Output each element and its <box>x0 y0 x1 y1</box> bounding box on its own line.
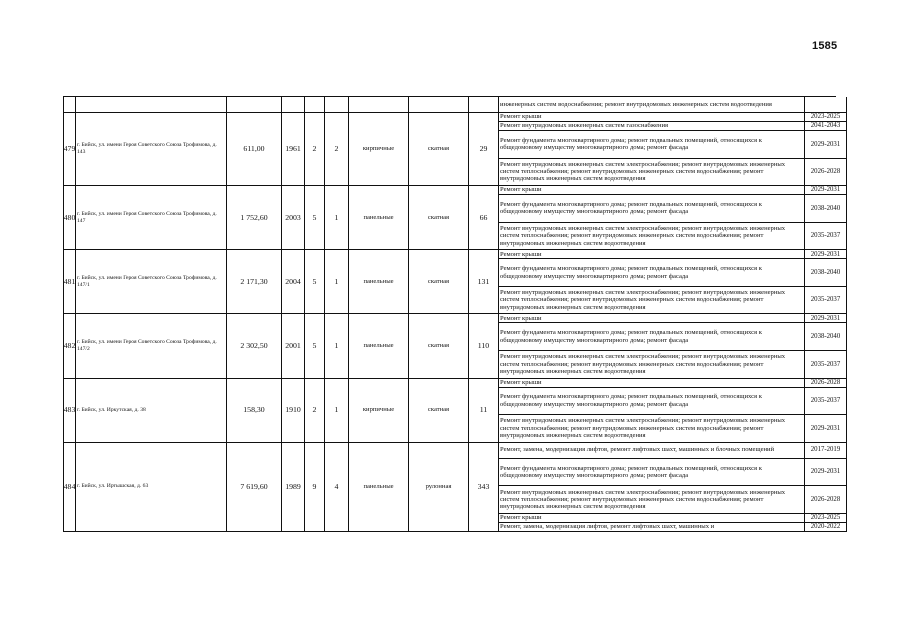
cell-floors <box>305 97 325 113</box>
cell-roof-type <box>409 97 469 113</box>
cell-period: 2026-2028 <box>805 379 847 388</box>
cell-roof-type: скатная <box>409 379 469 443</box>
cell-period <box>805 97 847 113</box>
cell-number: 480 <box>64 186 76 250</box>
cell-work-type: Ремонт крыши <box>499 379 805 388</box>
cell-roof-type: скатная <box>409 186 469 250</box>
cell-entrances: 1 <box>325 314 349 378</box>
cell-address: г. Бийск, ул. имени Героя Советского Союза Трофимова, д. 147/2 <box>76 314 227 378</box>
cell-period: 2029-2031 <box>805 131 847 159</box>
cell-work-type: Ремонт фундамента многоквартирного дома; ремонт подвальных помещений, относящихся к общедомовому имуществу многоквартирного дома; ремонт фасада <box>499 195 805 223</box>
cell-floors: 9 <box>305 443 325 532</box>
cell-floors: 5 <box>305 186 325 250</box>
cell-year: 2001 <box>282 314 305 378</box>
cell-number: 479 <box>64 113 76 186</box>
cell-area <box>227 97 282 113</box>
cell-entrances: 4 <box>325 443 349 532</box>
cell-period: 2029-2031 <box>805 459 847 487</box>
cell-year: 2004 <box>282 250 305 314</box>
cell-area: 2 171,30 <box>227 250 282 314</box>
cell-floors: 2 <box>305 379 325 443</box>
cell-area: 7 619,60 <box>227 443 282 532</box>
cell-entrances: 1 <box>325 186 349 250</box>
cell-apartments: 131 <box>469 250 499 314</box>
cell-number: 483 <box>64 379 76 443</box>
cell-wall-material: панельные <box>349 314 409 378</box>
cell-work-type: Ремонт крыши <box>499 186 805 195</box>
cell-apartments: 29 <box>469 113 499 186</box>
cell-entrances <box>325 97 349 113</box>
cell-period: 2029-2031 <box>805 186 847 195</box>
cell-work-type: Ремонт внутридомовых инженерных систем электроснабжения; ремонт внутридомовых инженерных систем теплоснабжения; ремонт внутридомовых инженерных систем водоснабжения; ремонт внутридомовых инженерных систем водоотведения <box>499 159 805 187</box>
cell-wall-material: панельные <box>349 250 409 314</box>
cell-roof-type: скатная <box>409 250 469 314</box>
cell-work-type: Ремонт крыши <box>499 250 805 259</box>
cell-work-type: Ремонт фундамента многоквартирного дома; ремонт подвальных помещений, относящихся к общедомовому имуществу многоквартирного дома; ремонт фасада <box>499 323 805 351</box>
cell-work-type: Ремонт внутридомовых инженерных систем электроснабжения; ремонт внутридомовых инженерных систем теплоснабжения; ремонт внутридомовых инженерных систем водоснабжения; ремонт внутридомовых инженерных систем водоотведения <box>499 223 805 251</box>
cell-period: 2038-2040 <box>805 323 847 351</box>
cell-apartments: 11 <box>469 379 499 443</box>
repair-schedule-table <box>63 96 841 532</box>
cell-period: 2029-2031 <box>805 250 847 259</box>
cell-area: 1 752,60 <box>227 186 282 250</box>
cell-number: 484 <box>64 443 76 532</box>
cell-address <box>76 97 227 113</box>
cell-period: 2023-2025 <box>805 514 847 523</box>
cell-apartments <box>469 97 499 113</box>
cell-period: 2029-2031 <box>805 314 847 323</box>
cell-work-type: Ремонт, замена, модернизация лифтов, ремонт лифтовых шахт, машинных и <box>499 523 805 532</box>
cell-address: г. Бийск, ул. Иртышская, д. 63 <box>76 443 227 532</box>
cell-work-type: Ремонт фундамента многоквартирного дома; ремонт подвальных помещений, относящихся к общедомовому имуществу многоквартирного дома; ремонт фасада <box>499 459 805 487</box>
cell-work-type: Ремонт внутридомовых инженерных систем электроснабжения; ремонт внутридомовых инженерных систем теплоснабжения; ремонт внутридомовых инженерных систем водоснабжения; ремонт внутридомовых инженерных систем водоотведения <box>499 486 805 514</box>
cell-wall-material: кирпичные <box>349 379 409 443</box>
cell-work-type: Ремонт, замена, модернизация лифтов, ремонт лифтовых шахт, машинных и блочных помещений <box>499 443 805 459</box>
cell-apartments: 66 <box>469 186 499 250</box>
cell-floors: 5 <box>305 314 325 378</box>
cell-year: 1910 <box>282 379 305 443</box>
cell-year: 1989 <box>282 443 305 532</box>
cell-area: 2 302,50 <box>227 314 282 378</box>
cell-area: 158,30 <box>227 379 282 443</box>
cell-work-type: Ремонт фундамента многоквартирного дома; ремонт подвальных помещений, относящихся к общедомовому имуществу многоквартирного дома; ремонт фасада <box>499 388 805 416</box>
cell-wall-material: панельные <box>349 443 409 532</box>
cell-address: г. Бийск, ул. имени Героя Советского Союза Трофимова, д. 147 <box>76 186 227 250</box>
cell-period: 2035-2037 <box>805 388 847 416</box>
cell-work-type: Ремонт внутридомовых инженерных систем электроснабжения; ремонт внутридомовых инженерных систем теплоснабжения; ремонт внутридомовых инженерных систем водоснабжения; ремонт внутридомовых инженерных систем водоотведения <box>499 415 805 443</box>
cell-number: 482 <box>64 314 76 378</box>
cell-roof-type: скатная <box>409 113 469 186</box>
cell-number: 481 <box>64 250 76 314</box>
cell-address: г. Бийск, ул. Иркутская, д. 38 <box>76 379 227 443</box>
cell-period: 2023-2025 <box>805 113 847 122</box>
cell-work-type: Ремонт фундамента многоквартирного дома; ремонт подвальных помещений, относящихся к общедомовому имуществу многоквартирного дома; ремонт фасада <box>499 131 805 159</box>
cell-apartments: 110 <box>469 314 499 378</box>
cell-work-type: Ремонт крыши <box>499 314 805 323</box>
cell-year: 1961 <box>282 113 305 186</box>
cell-period: 2020-2022 <box>805 523 847 532</box>
cell-period: 2029-2031 <box>805 415 847 443</box>
cell-entrances: 1 <box>325 379 349 443</box>
cell-period: 2017-2019 <box>805 443 847 459</box>
cell-address: г. Бийск, ул. имени Героя Советского Союза Трофимова, д. 147/1 <box>76 250 227 314</box>
cell-work-type: Ремонт внутридомовых инженерных систем газоснабжения <box>499 122 805 131</box>
cell-period: 2035-2037 <box>805 223 847 251</box>
cell-work-type: Ремонт крыши <box>499 113 805 122</box>
cell-period: 2038-2040 <box>805 259 847 287</box>
cell-area: 611,00 <box>227 113 282 186</box>
cell-work-type: Ремонт фундамента многоквартирного дома; ремонт подвальных помещений, относящихся к общедомовому имуществу многоквартирного дома; ремонт фасада <box>499 259 805 287</box>
cell-wall-material <box>349 97 409 113</box>
cell-work-type: Ремонт внутридомовых инженерных систем электроснабжения; ремонт внутридомовых инженерных систем теплоснабжения; ремонт внутридомовых инженерных систем водоснабжения; ремонт внутридомовых инженерных систем водоотведения <box>499 351 805 379</box>
cell-number <box>64 97 76 113</box>
cell-work-type: инженерных систем водоснабжения; ремонт внутридомовых инженерных систем водоотведения <box>499 97 805 113</box>
cell-roof-type: скатная <box>409 314 469 378</box>
cell-period: 2026-2028 <box>805 486 847 514</box>
cell-address: г. Бийск, ул. имени Героя Советского Союза Трофимова, д. 143 <box>76 113 227 186</box>
cell-apartments: 343 <box>469 443 499 532</box>
cell-period: 2026-2028 <box>805 159 847 187</box>
cell-period: 2038-2040 <box>805 195 847 223</box>
cell-period: 2041-2043 <box>805 122 847 131</box>
cell-wall-material: кирпичные <box>349 113 409 186</box>
cell-entrances: 2 <box>325 113 349 186</box>
cell-period: 2035-2037 <box>805 351 847 379</box>
cell-year <box>282 97 305 113</box>
cell-work-type: Ремонт внутридомовых инженерных систем электроснабжения; ремонт внутридомовых инженерных систем теплоснабжения; ремонт внутридомовых инженерных систем водоснабжения; ремонт внутридомовых инженерных систем водоотведения <box>499 287 805 315</box>
cell-roof-type: рулонная <box>409 443 469 532</box>
cell-floors: 2 <box>305 113 325 186</box>
cell-year: 2003 <box>282 186 305 250</box>
cell-entrances: 1 <box>325 250 349 314</box>
cell-floors: 5 <box>305 250 325 314</box>
cell-period: 2035-2037 <box>805 287 847 315</box>
cell-work-type: Ремонт крыши <box>499 514 805 523</box>
cell-wall-material: панельные <box>349 186 409 250</box>
page-number: 1585 <box>812 40 838 52</box>
